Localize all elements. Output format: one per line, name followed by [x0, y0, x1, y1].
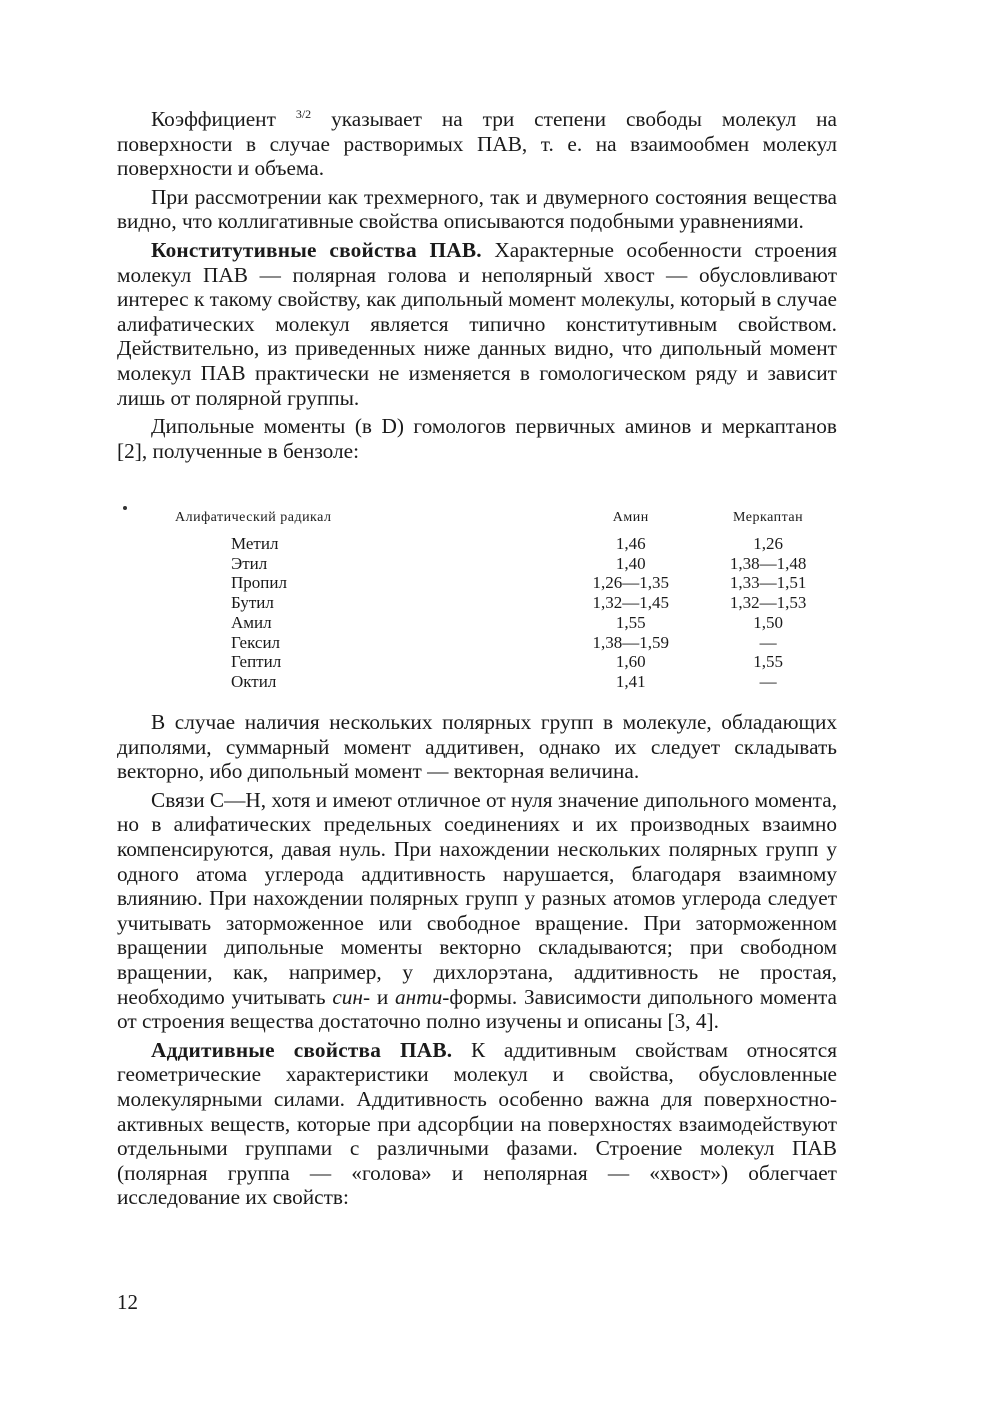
mercaptan-cell: 1,55: [753, 652, 783, 672]
radical-cell: Октил: [231, 671, 277, 691]
mercaptan-cell: 1,26: [753, 534, 783, 553]
amine-cell: 1,40: [615, 553, 646, 573]
mercaptan-cell: 1,50: [753, 612, 783, 632]
radical-cell: Пропил: [231, 573, 287, 593]
paragraph-dipole-table-intro: Дипольные моменты (в D) гомологов первичных аминов и меркаптанов [2], полученные в бензоле:: [117, 414, 837, 463]
paragraph-coefficient-start: Коэффициент: [151, 107, 296, 132]
table-row: [117, 593, 837, 613]
mercaptan-cell: —: [759, 632, 777, 652]
radical-cell: Этил: [231, 553, 268, 573]
paragraph-additive: [117, 1038, 837, 1210]
amine-cell: 1,55: [615, 612, 646, 632]
table-row: [117, 652, 837, 672]
table-header-row: [117, 510, 837, 534]
text-block-bottom: [117, 710, 837, 1210]
mercaptan-cell: —: [759, 671, 777, 691]
table-row: [117, 672, 837, 692]
radical-cell: Гептил: [231, 652, 282, 672]
table-row: [117, 573, 837, 593]
header-mercaptan: Меркаптан: [733, 510, 804, 525]
paragraph-vector-sum: В случае наличия нескольких полярных групп в молекуле, обладающих диполями, суммарный момент аддитивен, однако их следует складывать векторно, ибо дипольный момент — векторная величина.: [117, 710, 837, 784]
radical-cell: Гексил: [231, 632, 281, 652]
amine-cell: 1,46: [615, 534, 646, 553]
term-syn: син-: [332, 984, 371, 1009]
paragraph-ch-bonds-end: -формы. Зависимости дипольного момента от строения вещества достаточно полно изучены и описаны [3, 4].: [117, 984, 837, 1034]
paragraph-coefficient: [117, 102, 837, 181]
paragraph-constitutive: [117, 238, 837, 410]
page-number: 12: [117, 1290, 138, 1314]
table-row: [117, 633, 837, 653]
radical-cell: Амил: [231, 612, 272, 632]
paragraph-ch-bonds-main: Связи С—Н, хотя и имеют отличное от нуля значение дипольного момента, но в алифатических предельных соединениях и их производных взаимно компенсируются, давая нуль. При нахождении нескольких полярных групп у одного атома углерода аддитивность нарушается, благодаря взаимному влиянию. При нахождении полярных групп у разных атомов углерода следует учитывать заторможенное или свободное вращение. При заторможенном вращении дипольные моменты векторно складываются; при свободном вращении, как, например, у дихлорэтана, аддитивность не простая, необходимо учитывать: [117, 787, 838, 1009]
heading-additive-properties: Аддитивные свойства ПАВ.: [151, 1037, 453, 1062]
amine-cell: 1,26—1,35: [592, 573, 669, 593]
mercaptan-cell: 1,33—1,51: [729, 573, 807, 593]
paragraph-ch-bonds: [117, 788, 837, 1034]
amine-cell: 1,60: [615, 652, 646, 672]
header-amine: Амин: [612, 510, 649, 525]
mercaptan-cell: 1,38—1,48: [729, 553, 807, 573]
radical-cell: Бутил: [231, 593, 274, 613]
paragraph-constitutive-body: Характерные особенности строения молекул ПАВ — полярная голова и неполярный хвост — обусловливают интерес к такому свойству, как дипольный момент молекулы, который в случае алифатических молекул является типично конститутивным свойством. Действительно, из приведенных ниже данных видно, что дипольный момент молекул ПАВ практически не изменяется в гомологическом ряду и зависит лишь от полярной группы.: [117, 238, 837, 410]
text-block-top: [117, 102, 837, 463]
amine-cell: 1,41: [615, 671, 646, 691]
term-anti: анти: [394, 984, 443, 1009]
word-and: и: [370, 984, 395, 1009]
paragraph-additive-body: К аддитивным свойствам относятся геометрические характеристики молекул и свойства, обусловленные молекулярными силами. Аддитивность особенно важна для поверхностно-активных веществ, которые при адсорбции на поверхностях взаимодействуют отдельными группами с различными фазами. Строение молекул ПАВ (полярная группа — «голова» и неполярная — «хвост») облегчает исследование их свойств:: [117, 1037, 837, 1210]
radical-cell: Метил: [231, 534, 279, 553]
table-row: [117, 534, 837, 554]
fraction-three-halves: 3/2: [295, 107, 312, 121]
amine-cell: 1,38—1,59: [592, 632, 669, 652]
header-radical: Алифатический радикал: [175, 510, 332, 525]
table-row: [117, 613, 837, 633]
mercaptan-cell: 1,32—1,53: [729, 593, 807, 613]
paragraph-coefficient-rest: указывает на три степени свободы молекул на поверхности в случае растворимых ПАВ, т. е. на взаимообмен молекул поверхности и объема.: [117, 107, 838, 181]
amine-cell: 1,32—1,45: [592, 593, 669, 613]
paragraph-colligative: При рассмотрении как трехмерного, так и двумерного состояния вещества видно, что коллигативные свойства описываются подобными уравнениями.: [117, 184, 837, 234]
heading-constitutive-properties: Конститутивные свойства ПАВ.: [151, 238, 482, 263]
table-row: [117, 554, 837, 574]
dipole-moment-table: [117, 510, 837, 692]
